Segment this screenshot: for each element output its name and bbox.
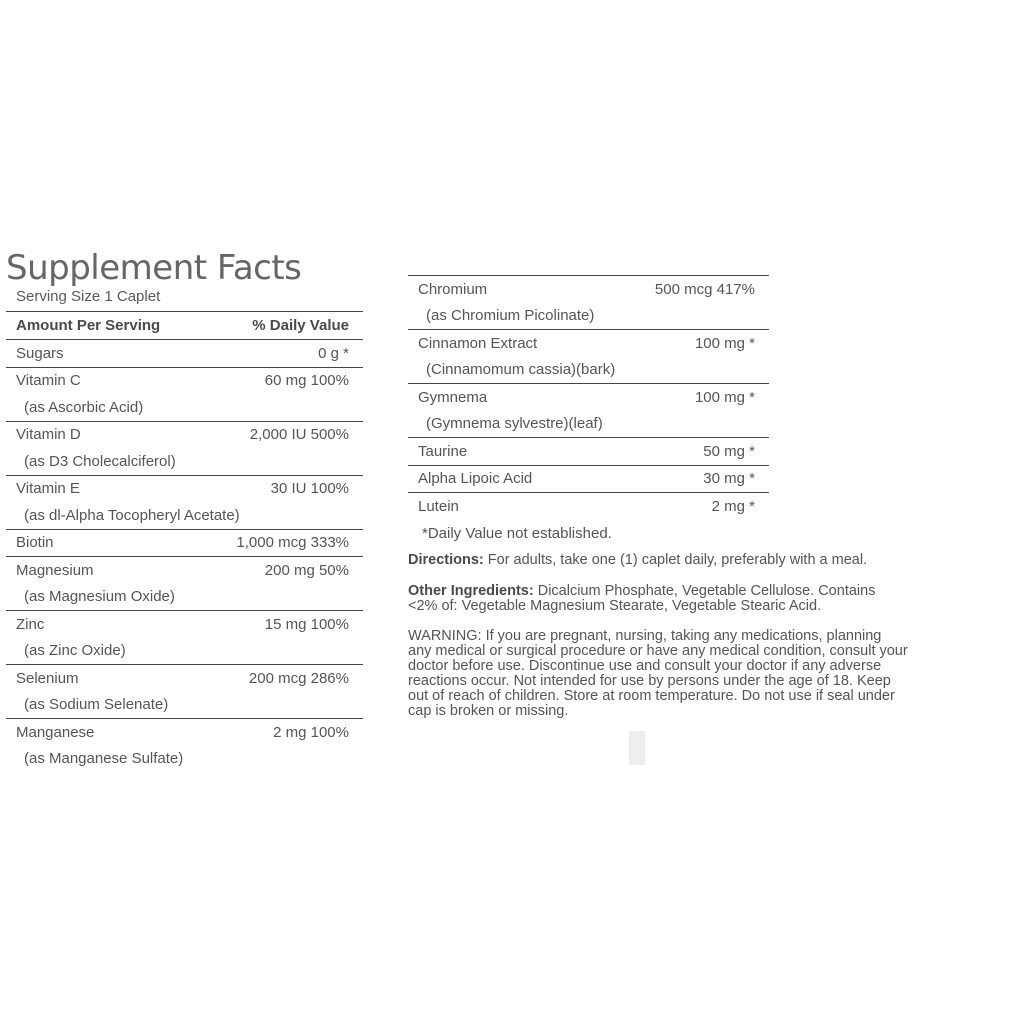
nutrient-row xyxy=(408,438,769,466)
nutrient-source: (as dl-Alpha Tocopheryl Acetate) xyxy=(24,506,240,524)
nutrient-name: Manganese xyxy=(16,723,95,741)
nutrient-source: (as Chromium Picolinate) xyxy=(426,307,595,325)
nutrient-amount: 500 mcg 417% xyxy=(654,280,755,298)
nutrient-amount: 0 g * xyxy=(318,344,349,362)
placeholder-block xyxy=(629,731,645,765)
nutrient-source: (as Manganese Sulfate) xyxy=(24,750,184,768)
nutrient-name: Selenium xyxy=(16,669,79,687)
nutrient-amount: 200 mcg 286% xyxy=(248,669,349,687)
nutrient-row xyxy=(6,665,363,719)
directions xyxy=(408,553,908,568)
directions-text: For adults, take one (1) caplet daily, preferably with a meal. xyxy=(483,552,868,568)
nutrient-name: Gymnema xyxy=(418,388,488,406)
nutrient-name: Vitamin C xyxy=(16,372,81,390)
nutrient-source: (as D3 Cholecalciferol) xyxy=(24,452,176,470)
nutrient-name: Vitamin E xyxy=(16,480,80,498)
other-ingredients-label: Other Ingredients: xyxy=(408,583,534,599)
nutrient-amount: 2 mg * xyxy=(711,497,755,515)
nutrient-source: (as Magnesium Oxide) xyxy=(24,588,175,606)
nutrient-row xyxy=(408,493,769,520)
table-header xyxy=(6,311,363,340)
nutrient-name: Alpha Lipoic Acid xyxy=(418,470,533,488)
nutrient-row xyxy=(6,530,363,558)
nutrient-source: (as Zinc Oxide) xyxy=(24,642,126,660)
nutrient-amount: 100 mg * xyxy=(694,334,755,352)
nutrient-amount: 100 mg * xyxy=(694,388,755,406)
nutrient-row xyxy=(6,340,363,368)
serving-size: Serving Size 1 Caplet xyxy=(16,288,161,305)
other-ingredients xyxy=(408,584,908,614)
nutrient-name: Taurine xyxy=(418,442,468,460)
nutrient-amount: 200 mg 50% xyxy=(264,561,349,579)
supplement-facts-title: Supplement Facts xyxy=(6,248,302,288)
nutrient-name: Chromium xyxy=(418,280,488,298)
nutrient-row xyxy=(408,384,769,438)
nutrient-row xyxy=(408,466,769,494)
nutrient-name: Cinnamon Extract xyxy=(418,334,538,352)
nutrient-amount: 50 mg * xyxy=(703,442,755,460)
other-ingredients-text: Dicalcium Phosphate, Vegetable Cellulose. Contains <2% of: Vegetable Magnesium Stearate, Vegetable Stearic Acid. xyxy=(408,583,876,614)
directions-label: Directions: xyxy=(408,552,484,568)
nutrient-row xyxy=(408,330,769,384)
daily-value-footnote: *Daily Value not established. xyxy=(422,524,612,542)
nutrient-row xyxy=(6,611,363,665)
nutrient-name: Biotin xyxy=(16,534,54,552)
nutrient-amount: 2 mg 100% xyxy=(273,723,349,741)
nutrient-name: Zinc xyxy=(16,615,45,633)
nutrient-source: (Cinnamomum cassia)(bark) xyxy=(426,361,616,379)
nutrient-amount: 15 mg 100% xyxy=(264,615,349,633)
nutrient-row xyxy=(6,422,363,476)
nutrient-name: Vitamin D xyxy=(16,426,81,444)
nutrient-row xyxy=(6,557,363,611)
nutrient-source: (Gymnema sylvestre)(leaf) xyxy=(426,415,603,433)
facts-table-right xyxy=(408,275,769,542)
nutrient-amount: 2,000 IU 500% xyxy=(249,426,349,444)
amount-per-serving-label: Amount Per Serving xyxy=(16,317,161,334)
nutrient-amount: 1,000 mcg 333% xyxy=(236,534,349,552)
nutrient-name: Magnesium xyxy=(16,561,94,579)
nutrient-row xyxy=(6,368,363,422)
nutrient-amount: 30 IU 100% xyxy=(270,480,349,498)
nutrient-row xyxy=(408,276,769,330)
nutrient-name: Lutein xyxy=(418,497,459,515)
nutrient-source: (as Ascorbic Acid) xyxy=(24,398,144,416)
nutrient-amount: 30 mg * xyxy=(703,470,755,488)
warning-text: WARNING: If you are pregnant, nursing, taking any medications, planning any medical or surgical procedure or have any medical condition, consult your doctor before use. Discontinue use and consult your doctor if any adverse reactions occur. Not intended for use by persons under the age of 18. Keep out of reach of children. Store at room temperature. Do not use if seal under cap is broken or missing. xyxy=(408,628,908,719)
nutrient-source: (as Sodium Selenate) xyxy=(24,696,169,714)
nutrient-name: Sugars xyxy=(16,344,64,362)
nutrient-amount: 60 mg 100% xyxy=(264,372,349,390)
nutrient-row xyxy=(6,719,363,772)
facts-table-left xyxy=(6,311,363,772)
nutrient-row xyxy=(6,476,363,530)
daily-value-label: % Daily Value xyxy=(252,317,349,334)
